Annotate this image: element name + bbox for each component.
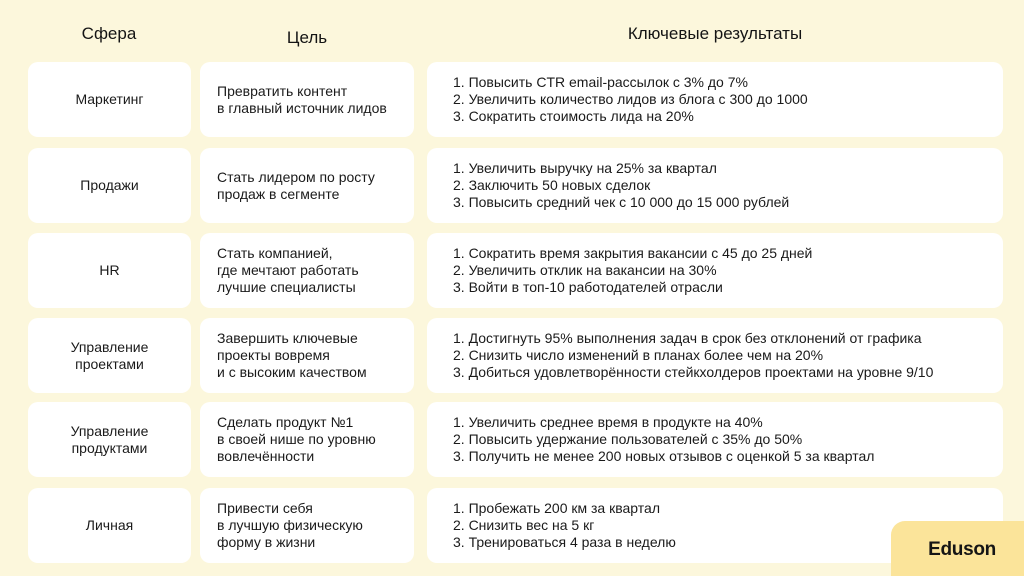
header-goal: Цель [286, 28, 328, 47]
goal-cell [200, 402, 414, 477]
results-cell [427, 148, 1003, 223]
result-item: 2. Снизить вес на 5 кг [453, 517, 595, 533]
goal-cell [200, 148, 414, 223]
results-cell [427, 402, 1003, 477]
sphere-cell [28, 148, 191, 223]
result-item: 3. Тренироваться 4 раза в неделю [453, 534, 676, 550]
result-item: 2. Повысить удержание пользователей с 35% до 50% [453, 431, 803, 447]
result-item: 2. Увеличить количество лидов из блога с 300 до 1000 [453, 91, 808, 107]
goal-cell [200, 62, 414, 137]
sphere-label: Управление проектами [70, 338, 149, 372]
table-row [0, 402, 1024, 477]
result-item: 3. Сократить стоимость лида на 20% [453, 108, 694, 124]
sphere-cell [28, 318, 191, 393]
table-row [0, 318, 1024, 393]
sphere-cell [28, 233, 191, 308]
results-cell [427, 318, 1003, 393]
header-results: Ключевые результаты [627, 24, 803, 43]
sphere-label: Маркетинг [75, 91, 144, 107]
result-item: 3. Добиться удовлетворённости стейкхолдеров проектами на уровне 9/10 [453, 364, 934, 380]
sphere-cell [28, 62, 191, 137]
result-item: 3. Получить не менее 200 новых отзывов с оценкой 5 за квартал [453, 448, 875, 464]
results-list [453, 500, 676, 551]
brand-badge [891, 521, 1024, 576]
goal-cell [200, 318, 414, 393]
result-item: 1. Достигнуть 95% выполнения задач в срок без отклонений от графика [453, 330, 922, 346]
results-list [453, 330, 933, 381]
results-cell [427, 233, 1003, 308]
sphere-label: Личная [85, 517, 134, 533]
goal-cell [200, 233, 414, 308]
table-row [0, 233, 1024, 308]
result-item: 2. Заключить 50 новых сделок [453, 177, 651, 193]
goal-text: Стать лидером по росту продаж в сегменте [217, 168, 375, 202]
goal-text: Привести себя в лучшую физическую форму в жизни [217, 500, 363, 550]
result-item: 2. Увеличить отклик на вакансии на 30% [453, 262, 717, 278]
result-item: 3. Повысить средний чек с 10 000 до 15 000 рублей [453, 194, 790, 210]
result-item: 2. Снизить число изменений в планах более чем на 20% [453, 347, 824, 363]
result-item: 1. Сократить время закрытия вакансии с 45 до 25 дней [453, 245, 813, 261]
results-cell [427, 62, 1003, 137]
goal-text: Сделать продукт №1 в своей нише по уровню вовлечённости [217, 414, 376, 464]
goal-text: Завершить ключевые проекты вовремя и с высоким качеством [217, 330, 367, 380]
results-list [453, 74, 808, 125]
table-row [0, 62, 1024, 137]
table-row [0, 148, 1024, 223]
results-list [453, 414, 874, 465]
result-item: 1. Увеличить выручку на 25% за квартал [453, 160, 717, 176]
result-item: 3. Войти в топ-10 работодателей отрасли [453, 279, 723, 295]
sphere-label: Продажи [80, 177, 139, 193]
result-item: 1. Увеличить среднее время в продукте на 40% [453, 414, 763, 430]
result-item: 1. Пробежать 200 км за квартал [453, 500, 660, 516]
header-sphere: Сфера [81, 24, 137, 43]
goal-text: Превратить контент в главный источник лидов [217, 82, 387, 116]
sphere-label: Управление продуктами [70, 422, 149, 456]
results-list [453, 245, 812, 296]
goal-cell [200, 488, 414, 563]
sphere-label: HR [99, 262, 120, 278]
table-row [0, 488, 1024, 563]
sphere-cell [28, 402, 191, 477]
sphere-cell [28, 488, 191, 563]
goal-text: Стать компанией, где мечтают работать лучшие специалисты [217, 245, 359, 295]
results-list [453, 160, 789, 211]
brand-logo: Eduson [928, 539, 996, 560]
result-item: 1. Повысить CTR email-рассылок с 3% до 7% [453, 74, 748, 90]
